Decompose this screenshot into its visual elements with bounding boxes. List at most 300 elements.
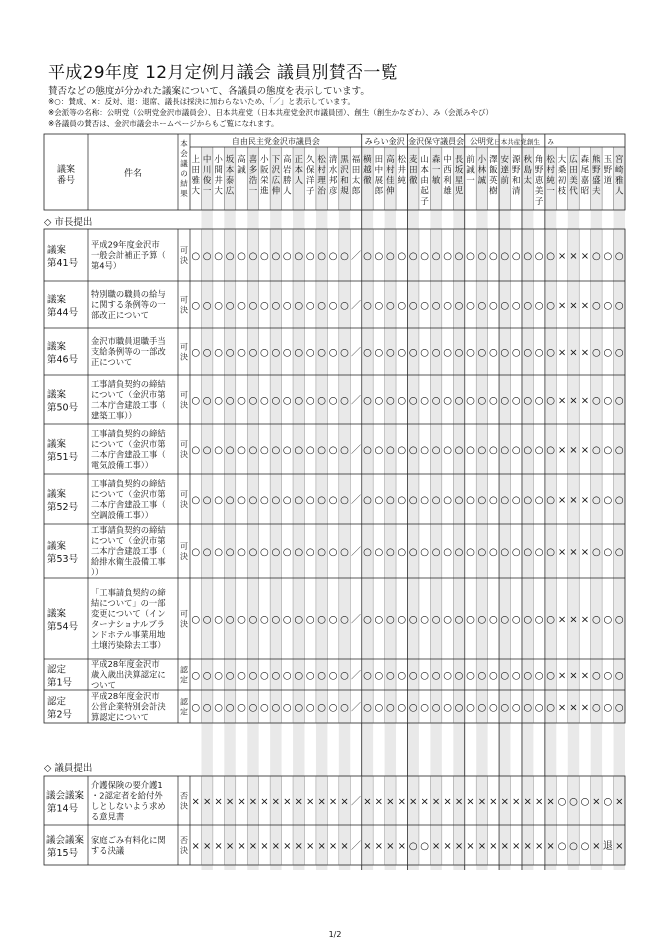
vote-mark: ○ — [248, 251, 258, 262]
bill-result: 可決 — [180, 342, 188, 362]
vote-mark: × — [294, 841, 303, 852]
vote-mark: ○ — [408, 395, 418, 407]
vote-mark: ○ — [294, 251, 304, 262]
vote-mark: × — [271, 796, 281, 808]
vote-mark: ○ — [603, 395, 613, 407]
member-24: 前誠一 — [466, 155, 475, 186]
vote-mark: ○ — [328, 251, 338, 262]
vote-mark: ○ — [466, 300, 475, 312]
vote-mark: ○ — [202, 495, 212, 506]
vote-mark: ○ — [603, 670, 613, 682]
bill-subject: 平成28年度金沢市歳入歳出決算認定について — [91, 659, 166, 690]
vote-mark: ○ — [260, 395, 269, 407]
vote-mark: ○ — [282, 614, 292, 626]
vote-mark: ○ — [431, 614, 441, 626]
group-2: 金沢保守議員会 — [408, 137, 465, 146]
vote-mark: ○ — [202, 445, 212, 456]
bill-subject: 工事請負契約の締結について（金沢市第二本庁舎建設工事（空調設備工事）） — [91, 478, 166, 520]
vote-mark: ○ — [500, 395, 510, 407]
vote-mark: ○ — [614, 670, 624, 682]
vote-mark: × — [363, 796, 372, 808]
vote-mark: ○ — [317, 614, 327, 626]
vote-mark: ○ — [214, 614, 223, 626]
vote-mark: ○ — [282, 347, 292, 359]
vote-mark: × — [386, 796, 395, 808]
member-27: 安達前 — [500, 155, 510, 186]
bill-subject: 平成28年度金沢市公営企業特別会計決算認定について — [91, 691, 166, 722]
vote-mark: ○ — [408, 670, 418, 682]
vote-mark: ○ — [328, 495, 338, 506]
vote-mark: × — [546, 841, 555, 852]
vote-mark: ○ — [477, 445, 487, 456]
vote-mark: ○ — [260, 547, 269, 558]
vote-mark: ○ — [477, 614, 487, 626]
vote-mark: ○ — [385, 300, 395, 312]
vote-mark: ○ — [328, 547, 338, 558]
vote-mark: ○ — [340, 614, 349, 626]
vote-mark: ○ — [248, 495, 258, 506]
vote-mark: × — [340, 841, 349, 852]
vote-mark: × — [569, 445, 578, 456]
vote-mark: ○ — [546, 445, 555, 456]
vote-mark: × — [237, 841, 246, 852]
vote-mark: × — [431, 841, 441, 852]
vote-mark: ○ — [374, 251, 384, 262]
vote-mark: ○ — [477, 251, 487, 262]
vote-mark: × — [260, 796, 269, 808]
vote-mark: × — [363, 841, 372, 852]
vote-mark: ○ — [237, 395, 246, 407]
vote-mark: ○ — [511, 614, 521, 626]
vote-mark: ○ — [363, 614, 372, 626]
vote-mark: ○ — [523, 395, 533, 407]
bill-number: 議案第41号 — [47, 245, 79, 269]
vote-mark: × — [580, 395, 590, 407]
vote-mark: ○ — [454, 495, 464, 506]
vote-mark: ○ — [260, 445, 269, 456]
vote-mark: ○ — [294, 495, 304, 506]
vote-mark: ○ — [408, 547, 418, 558]
member-34: 森尾嘉昭 — [580, 155, 590, 197]
group-6: み — [547, 138, 554, 146]
header-subject: 件名 — [123, 169, 143, 179]
vote-mark: ○ — [191, 547, 201, 558]
vote-mark: ○ — [397, 300, 407, 312]
vote-mark: ○ — [340, 702, 349, 714]
table-row — [46, 780, 623, 822]
vote-mark: ○ — [397, 251, 407, 262]
vote-mark: ○ — [603, 445, 613, 456]
vote-mark: ○ — [420, 495, 430, 506]
vote-mark: ○ — [443, 251, 452, 262]
vote-mark: ○ — [340, 445, 349, 456]
vote-mark: ○ — [202, 395, 212, 407]
vote-mark: ○ — [592, 702, 601, 714]
vote-mark: ○ — [385, 445, 395, 456]
vote-mark: ○ — [408, 495, 418, 506]
vote-mark: ○ — [191, 347, 201, 359]
vote-mark: ○ — [614, 702, 624, 714]
vote-mark: ○ — [237, 614, 246, 626]
vote-mark: ○ — [214, 251, 223, 262]
vote-mark: ○ — [317, 445, 327, 456]
vote-mark: ○ — [294, 702, 304, 714]
vote-mark: ○ — [511, 395, 521, 407]
vote-mark: ○ — [328, 300, 338, 312]
vote-mark: ／ — [350, 495, 361, 506]
vote-mark: ○ — [592, 614, 601, 626]
vote-mark: ○ — [294, 614, 304, 626]
vote-mark: ○ — [592, 251, 601, 262]
vote-mark: × — [248, 841, 258, 852]
vote-mark: ○ — [500, 670, 510, 682]
vote-mark: ○ — [500, 702, 510, 714]
vote-mark: × — [580, 495, 590, 506]
vote-mark: ○ — [225, 547, 235, 558]
vote-mark: × — [489, 796, 498, 808]
vote-mark: ○ — [260, 614, 269, 626]
vote-mark: ○ — [523, 702, 533, 714]
vote-mark: ○ — [294, 347, 304, 359]
member-29: 秋島太 — [523, 155, 532, 186]
vote-mark: × — [317, 841, 326, 852]
member-36: 玉野道 — [603, 155, 613, 186]
vote-mark: × — [569, 300, 578, 312]
vote-mark: ○ — [340, 347, 349, 359]
vote-mark: × — [294, 796, 303, 808]
vote-mark: ○ — [488, 670, 498, 682]
vote-mark: ○ — [420, 395, 430, 407]
vote-mark: ○ — [546, 300, 555, 312]
vote-mark: ○ — [431, 702, 441, 714]
vote-mark: ○ — [282, 495, 292, 506]
bill-result: 可決 — [180, 390, 188, 410]
vote-mark: ○ — [592, 445, 601, 456]
vote-mark: ○ — [500, 445, 510, 456]
vote-mark: × — [615, 841, 624, 852]
vote-mark: ○ — [271, 347, 281, 359]
member-6: 小阪栄進 — [260, 155, 269, 197]
vote-mark: ○ — [317, 547, 327, 558]
vote-mark: ○ — [569, 796, 578, 808]
vote-mark: ○ — [523, 251, 533, 262]
vote-mark: ○ — [466, 395, 475, 407]
vote-mark: ○ — [237, 251, 246, 262]
vote-mark: ○ — [260, 670, 269, 682]
vote-mark: ○ — [466, 547, 475, 558]
bill-result: 可決 — [180, 609, 188, 629]
member-17: 高村佳伸 — [386, 155, 395, 197]
vote-mark: × — [409, 796, 418, 808]
vote-mark: ○ — [248, 547, 258, 558]
vote-mark: ○ — [431, 495, 441, 506]
vote-mark: ○ — [248, 445, 258, 456]
vote-mark: ○ — [385, 614, 395, 626]
vote-mark: ○ — [248, 614, 258, 626]
vote-mark: ○ — [603, 251, 613, 262]
vote-mark: ○ — [305, 670, 315, 682]
vote-mark: ○ — [614, 614, 624, 626]
member-8: 高岩勝人 — [283, 155, 292, 197]
vote-mark: × — [546, 796, 555, 808]
bill-subject: 工事請負契約の締結について（金沢市第二本庁舎建設工事（建築工事）） — [91, 378, 166, 421]
vote-mark: ○ — [614, 347, 624, 359]
vote-mark: ○ — [477, 395, 487, 407]
member-11: 松村理治 — [317, 155, 326, 197]
bill-result: 認定 — [180, 665, 188, 685]
bill-subject: 「工事請負契約の締結について」の一部変更について（インターナショナルブランドホテル事業用地土壌汚染除去工事） — [91, 587, 166, 650]
vote-mark: × — [523, 796, 532, 808]
member-4: 高誠 — [237, 155, 246, 176]
vote-mark: ○ — [237, 300, 246, 312]
vote-mark: ○ — [363, 670, 372, 682]
vote-mark: ○ — [317, 300, 327, 312]
table-row — [44, 424, 625, 470]
vote-mark: ○ — [363, 702, 372, 714]
bill-subject: 工事請負契約の締結について（金沢市第二本庁舎建設工事（電気設備工事）） — [91, 428, 166, 470]
vote-mark: ○ — [603, 614, 613, 626]
table-row — [44, 690, 625, 722]
member-13: 黒沢和規 — [340, 155, 349, 197]
vote-mark: ○ — [431, 251, 441, 262]
vote-mark: ○ — [282, 300, 292, 312]
vote-mark: × — [306, 841, 315, 852]
vote-mark: × — [557, 614, 567, 626]
vote-mark: ○ — [225, 251, 235, 262]
vote-mark: ○ — [214, 670, 223, 682]
vote-mark: ○ — [305, 251, 315, 262]
vote-mark: ○ — [477, 670, 487, 682]
table-row — [44, 659, 625, 690]
note-legend: ※○：賛成、×：反対、退：退席、議長は採決に加わらないため、「／」と表示しています。 — [48, 97, 355, 106]
header-result: 本会議の結果 — [180, 139, 188, 198]
vote-mark: × — [489, 841, 498, 852]
vote-mark: × — [569, 495, 578, 506]
vote-mark: ○ — [363, 347, 372, 359]
vote-mark: ○ — [488, 251, 498, 262]
vote-mark: ○ — [271, 395, 281, 407]
vote-mark: ○ — [363, 251, 372, 262]
vote-mark: ○ — [488, 547, 498, 558]
vote-mark: × — [557, 547, 567, 558]
vote-mark: × — [202, 796, 212, 808]
vote-mark: ○ — [443, 547, 452, 558]
note-website: ※各議員の賛否は、金沢市議会ホームページからもご覧になれます。 — [48, 119, 279, 128]
vote-mark: ○ — [500, 347, 510, 359]
vote-mark: ○ — [397, 702, 407, 714]
vote-mark: ○ — [420, 841, 430, 852]
vote-mark: ○ — [454, 251, 464, 262]
vote-mark: × — [306, 796, 315, 808]
table-row — [44, 281, 625, 320]
vote-mark: ○ — [546, 670, 555, 682]
vote-mark: × — [420, 796, 429, 808]
vote-mark: ○ — [317, 347, 327, 359]
vote-mark: × — [191, 841, 200, 852]
vote-mark: × — [512, 796, 521, 808]
vote-mark: ○ — [546, 614, 555, 626]
vote-mark: × — [374, 841, 384, 852]
vote-mark: ○ — [248, 347, 258, 359]
header-bill-no: 議案番号 — [56, 165, 76, 186]
vote-mark: × — [580, 670, 590, 682]
vote-mark: ○ — [546, 251, 555, 262]
vote-mark: ○ — [546, 347, 555, 359]
vote-mark: ○ — [305, 445, 315, 456]
vote-mark: ○ — [420, 251, 430, 262]
vote-mark: ○ — [408, 841, 418, 852]
vote-mark: ○ — [374, 702, 384, 714]
vote-mark: ○ — [488, 445, 498, 456]
vote-mark: ○ — [397, 495, 407, 506]
vote-mark: ○ — [511, 445, 521, 456]
vote-mark: × — [534, 796, 544, 808]
bill-subject: 家庭ごみ有料化に関する決議 — [91, 834, 166, 856]
vote-mark: ○ — [340, 670, 349, 682]
vote-mark: ○ — [523, 445, 533, 456]
vote-mark: ○ — [225, 445, 235, 456]
bill-number: 議案第44号 — [47, 294, 79, 319]
vote-mark: ○ — [305, 395, 315, 407]
vote-mark: ○ — [454, 445, 464, 456]
vote-mark: ○ — [592, 395, 601, 407]
vote-mark: ／ — [350, 702, 361, 714]
vote-mark: × — [557, 670, 567, 682]
vote-mark: ○ — [317, 251, 327, 262]
vote-mark: ○ — [454, 670, 464, 682]
vote-mark: ○ — [191, 445, 201, 456]
vote-mark: ○ — [397, 670, 407, 682]
member-33: 広田美代 — [569, 155, 578, 197]
vote-mark: ○ — [328, 395, 338, 407]
vote-mark: ○ — [454, 614, 464, 626]
bill-subject: 金沢市職員退職手当支給条例等の一部改正について — [91, 336, 166, 367]
member-5: 喜多浩一 — [248, 155, 258, 197]
vote-mark: ○ — [397, 614, 407, 626]
vote-mark: ○ — [248, 702, 258, 714]
member-15: 横越徹 — [363, 155, 372, 186]
vote-mark: ○ — [305, 702, 315, 714]
vote-mark: × — [386, 841, 395, 852]
vote-mark: ○ — [237, 547, 246, 558]
vote-mark: ○ — [271, 300, 281, 312]
vote-mark: ○ — [420, 347, 430, 359]
member-10: 久保洋子 — [305, 155, 315, 197]
vote-mark: ○ — [328, 670, 338, 682]
vote-mark: ○ — [454, 300, 464, 312]
vote-mark: ○ — [191, 251, 201, 262]
vote-mark: × — [569, 347, 578, 359]
vote-mark: ○ — [431, 670, 441, 682]
vote-mark: ○ — [225, 614, 235, 626]
bill-result: 可決 — [180, 490, 188, 509]
vote-mark: ○ — [363, 445, 372, 456]
vote-mark: ○ — [260, 702, 269, 714]
vote-mark: ○ — [282, 670, 292, 682]
vote-mark: × — [557, 445, 567, 456]
vote-mark: × — [248, 796, 258, 808]
table-row — [44, 474, 625, 520]
vote-mark: ○ — [523, 614, 533, 626]
vote-mark: ○ — [488, 614, 498, 626]
bill-number: 議案第50号 — [47, 389, 79, 414]
table-row — [44, 375, 625, 420]
vote-mark: ○ — [420, 614, 430, 626]
vote-mark: ○ — [214, 702, 223, 714]
vote-mark: ○ — [317, 702, 327, 714]
vote-mark: × — [271, 841, 281, 852]
vote-mark: ○ — [523, 347, 533, 359]
vote-mark: ○ — [214, 300, 223, 312]
group-3: 公明党 — [469, 137, 494, 146]
vote-mark: ○ — [374, 395, 384, 407]
vote-mark: × — [225, 841, 235, 852]
vote-mark: ○ — [385, 670, 395, 682]
vote-mark: ○ — [214, 495, 223, 506]
vote-mark: ○ — [511, 300, 521, 312]
vote-mark: ○ — [317, 670, 327, 682]
vote-mark: ○ — [420, 670, 430, 682]
vote-mark: ○ — [363, 547, 372, 558]
vote-mark: ○ — [385, 495, 395, 506]
table-row — [44, 328, 625, 367]
vote-mark: × — [569, 702, 578, 714]
vote-mark: ○ — [500, 547, 510, 558]
vote-mark: × — [443, 796, 452, 808]
vote-mark: ○ — [511, 670, 521, 682]
vote-mark: ／ — [350, 300, 361, 312]
vote-mark: ○ — [431, 547, 441, 558]
vote-mark: × — [237, 796, 246, 808]
vote-mark: ○ — [431, 445, 441, 456]
vote-mark: × — [317, 796, 326, 808]
member-1: 中川俊一 — [202, 155, 212, 197]
vote-mark: ○ — [271, 495, 281, 506]
vote-mark: ○ — [603, 495, 613, 506]
vote-mark: ○ — [305, 300, 315, 312]
vote-mark: ○ — [408, 702, 418, 714]
vote-mark: × — [328, 841, 338, 852]
vote-mark: ○ — [340, 251, 349, 262]
note-factions: ※会派等の名称：公明党（公明党金沢市議員会）、日本共産党（日本共産党金沢市議員団）、創生（創生かなざわ）、み（会派みやび） — [48, 108, 494, 117]
vote-mark: × — [569, 395, 578, 407]
vote-mark: ○ — [592, 495, 601, 506]
vote-mark: ○ — [260, 300, 269, 312]
vote-mark: ○ — [466, 702, 475, 714]
vote-mark: × — [557, 702, 567, 714]
vote-mark: ／ — [350, 547, 361, 558]
vote-mark: ○ — [488, 395, 498, 407]
vote-mark: ○ — [374, 300, 384, 312]
vote-mark: ○ — [282, 395, 292, 407]
vote-mark: ○ — [328, 445, 338, 456]
vote-mark: ○ — [237, 702, 246, 714]
vote-mark: × — [557, 300, 567, 312]
vote-mark: × — [260, 841, 269, 852]
page-title: 平成29年度 12月定例月議会 議員別賛否一覧 — [48, 63, 398, 83]
table-row — [47, 240, 624, 271]
vote-mark: ○ — [466, 347, 475, 359]
vote-mark: ○ — [431, 395, 441, 407]
vote-mark: ○ — [443, 347, 452, 359]
vote-mark: ○ — [488, 495, 498, 506]
member-35: 熊野盛夫 — [592, 155, 601, 197]
vote-mark: ○ — [546, 395, 555, 407]
vote-mark: ○ — [443, 495, 452, 506]
vote-mark: ○ — [397, 395, 407, 407]
vote-mark: ○ — [431, 347, 441, 359]
vote-mark: ○ — [202, 614, 212, 626]
